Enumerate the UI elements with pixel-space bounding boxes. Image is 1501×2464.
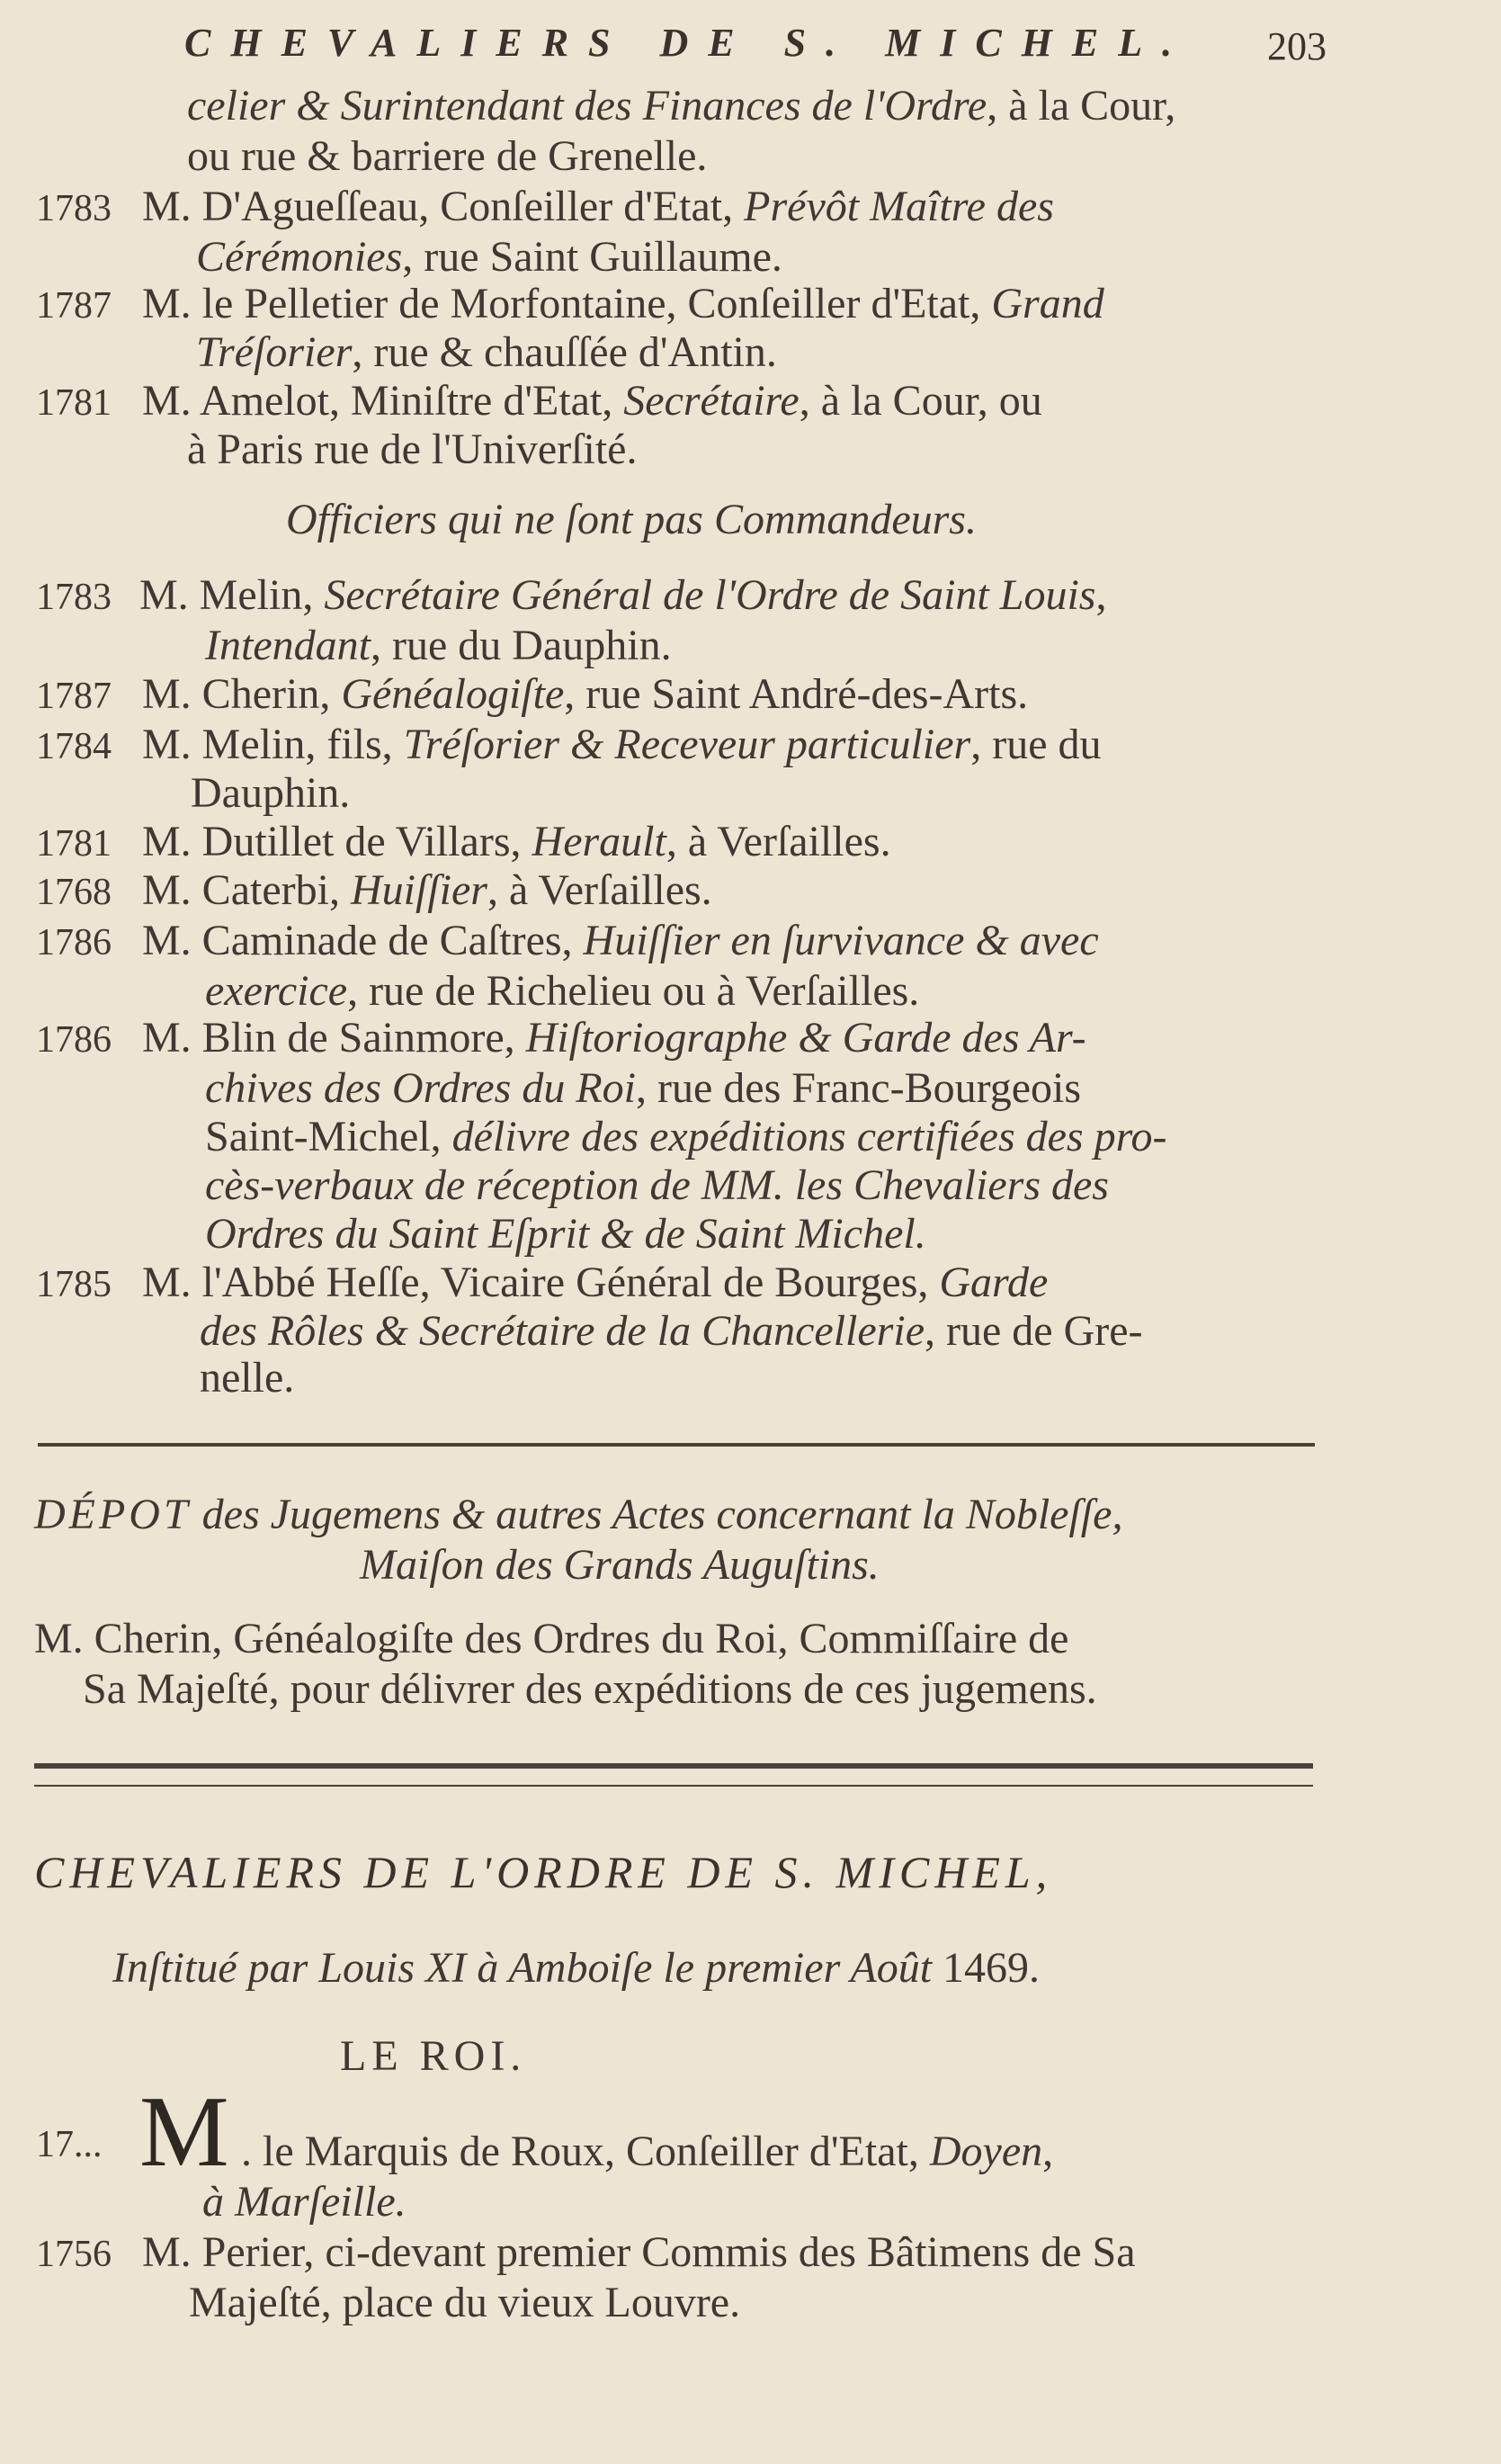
entry-year: 17... [36, 2124, 103, 2165]
officers-heading: Officiers qui ne ſont pas Commandeurs. [286, 496, 977, 543]
section-rule [38, 1443, 1315, 1447]
entry-line: M. Melin, fils, Tréſorier & Receveur particulier, rue du [142, 721, 1102, 768]
entry-line: Dauphin. [191, 769, 351, 817]
entry-line: Saint-Michel, délivre des expéditions certifiées des pro- [205, 1113, 1167, 1160]
entry-line: M. Melin, Secrétaire Général de l'Ordre de Saint Louis, [139, 571, 1107, 619]
entry-year: 1786 [36, 1019, 112, 1061]
entry-year: 1783 [36, 577, 112, 618]
entry-line: des Rôles & Secrétaire de la Chancellerie, rue de Gre- [200, 1307, 1143, 1355]
entry-line: M. Blin de Sainmore, Hiſtoriographe & Garde des Ar- [142, 1014, 1086, 1062]
entry-line: cès-verbaux de réception de MM. les Chevaliers des [205, 1161, 1109, 1209]
entry-year: 1781 [36, 823, 112, 865]
entry-year: 1786 [36, 922, 112, 963]
depot-line: Sa Majeſté, pour délivrer des expéditions de ces jugemens. [83, 1665, 1097, 1713]
page-number: 203 [1267, 24, 1327, 68]
continuation-line-2: ou rue & barriere de Grenelle. [187, 132, 708, 180]
entry-year: 1787 [36, 676, 112, 717]
depot-line: M. Cherin, Généalogiſte des Ordres du Roi, Commiſſaire de [34, 1615, 1069, 1662]
entry-line: à Paris rue de l'Univerſité. [187, 426, 638, 473]
entry-year: 1784 [36, 726, 112, 767]
entry-line: à Marſeille. [202, 2178, 407, 2226]
entry-line: M. Dutillet de Villars, Herault, à Verſailles. [142, 818, 891, 865]
order-subtitle: Inſtitué par Louis XI à Amboiſe le premier Août 1469. [112, 1944, 1041, 1992]
double-rule-top [34, 1763, 1313, 1769]
le-roi-heading: LE ROI. [340, 2032, 527, 2080]
entry-year: 1781 [36, 382, 112, 424]
running-title: CHEVALIERS DE S. MICHEL. [184, 21, 1193, 65]
entry-year: 1783 [36, 188, 112, 229]
depot-heading: DÉPOT des Jugemens & autres Actes concernant la Nobleſſe, [34, 1491, 1123, 1538]
entry-line: M. D'Agueſſeau, Conſeiller d'Etat, Prévôt Maître des [142, 183, 1054, 230]
entry-line: . le Marquis de Roux, Conſeiller d'Etat, Doyen, [241, 2128, 1054, 2175]
entry-line: Intendant, rue du Dauphin. [205, 622, 672, 669]
entry-line: exercice, rue de Richelieu ou à Verſailles. [205, 967, 920, 1015]
entry-line: chives des Ordres du Roi, rue des Franc-Bourgeois [205, 1064, 1082, 1112]
entry-line: Majeſté, place du vieux Louvre. [189, 2279, 741, 2326]
continuation-line-1: celier & Surintendant des Finances de l'Ordre, à la Cour, [187, 82, 1176, 130]
order-title: CHEVALIERS DE L'ORDRE DE S. MICHEL, [34, 1847, 1053, 1897]
entry-line: M. Caterbi, Huiſſier, à Verſailles. [142, 866, 712, 914]
drop-cap: M [139, 2076, 229, 2188]
entry-line: Ordres du Saint Eſprit & de Saint Michel. [205, 1210, 926, 1258]
entry-line: M. Perier, ci-devant premier Commis des Bâtimens de Sa [142, 2228, 1136, 2276]
entry-line: M. Cherin, Généalogiſte, rue Saint André-des-Arts. [142, 670, 1029, 718]
entry-line: M. Caminade de Caſtres, Huiſſier en ſurvivance & avec [142, 917, 1099, 964]
depot-subheading: Maiſon des Grands Auguſtins. [360, 1541, 880, 1589]
entry-year: 1787 [36, 285, 112, 327]
double-rule-bottom [34, 1785, 1313, 1787]
entry-line: M. le Pelletier de Morfontaine, Conſeiller d'Etat, Grand [142, 280, 1104, 327]
entry-line: M. Amelot, Miniſtre d'Etat, Secrétaire, à la Cour, ou [142, 377, 1042, 425]
running-head [184, 20, 1327, 74]
entry-line: M. l'Abbé Heſſe, Vicaire Général de Bourges, Garde [142, 1259, 1049, 1306]
entry-line: Tréſorier, rue & chauſſée d'Antin. [196, 328, 777, 376]
entry-line: Cérémonies, rue Saint Guillaume. [196, 233, 782, 281]
entry-year: 1768 [36, 872, 112, 913]
entry-line: nelle. [200, 1354, 295, 1402]
entry-year: 1785 [36, 1264, 112, 1305]
entry-year: 1756 [36, 2234, 112, 2275]
